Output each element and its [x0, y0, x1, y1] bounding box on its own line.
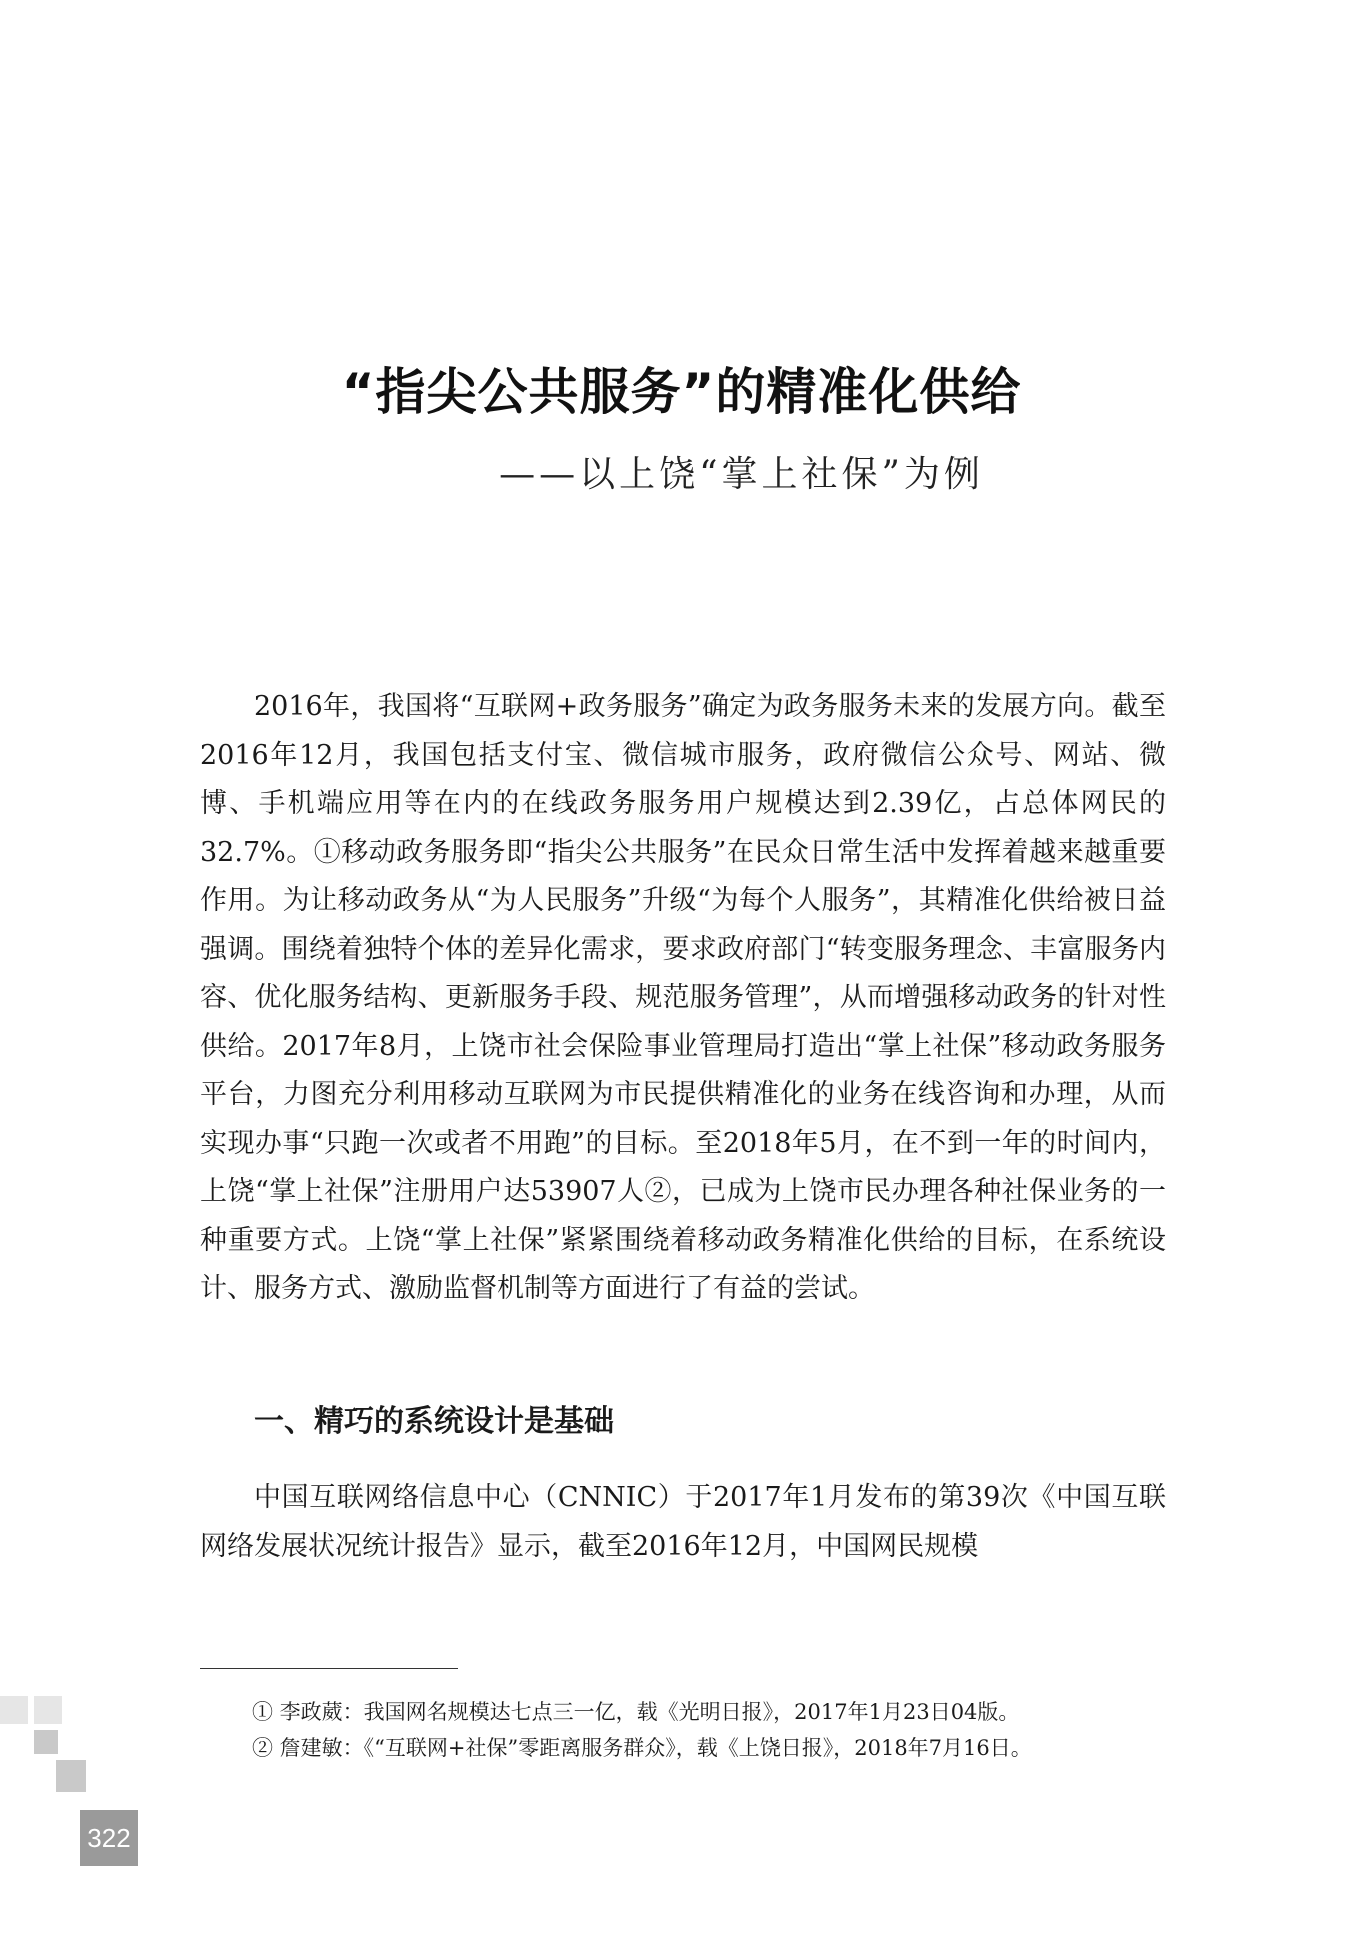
decorative-square [56, 1760, 86, 1792]
article-subtitle: ——以上饶“掌上社保”为例 [499, 454, 984, 495]
decorative-square [0, 1696, 28, 1724]
article-title: “指尖公共服务”的精准化供给 [341, 363, 1022, 421]
body-paragraph-1: 2016年，我国将“互联网+政务服务”确定为政务服务未来的发展方向。截至2016年12月，我国包括支付宝、微信城市服务，政府微信公众号、网站、微博、手机端应用等在内的在线政务服务用户规模达到2.39亿，占总体网民的32.7%。①移动政务服务即“指尖公共服务”在民众日常生活中发挥着越来越重要作用。为让移动政务从“为人民服务”升级“为每个人服务”，其精准化供给被日益强调。围绕着独特个体的差异化需求，要求政府部门“转变服务理念、丰富服务内容、优化服务结构、更新服务手段、规范服务管理”，从而增强移动政务的针对性供给。2017年8月，上饶市社会保险事业管理局打造出“掌上社保”移动政务服务平台，力图充分利用移动互联网为市民提供精准化的业务在线咨询和办理，从而实现办事“只跑一次或者不用跑”的目标。至2018年5月，在不到一年的时间内，上饶“掌上社保”注册用户达53907人②，已成为上饶市民办理各种社保业务的一种重要方式。上饶“掌上社保”紧紧围绕着移动政务精准化供给的目标，在系统设计、服务方式、激励监督机制等方面进行了有益的尝试。 [200, 691, 1166, 1304]
footnote-2: ② 詹建敏：《“互联网+社保”零距离服务群众》，载《上饶日报》，2018年7月16日。 [252, 1736, 1032, 1760]
decorative-square [34, 1696, 62, 1724]
footnote-1: ① 李政葳：我国网名规模达七点三一亿，载《光明日报》，2017年1月23日04版。 [252, 1700, 1020, 1724]
page-number: 322 [80, 1810, 138, 1866]
footnotes [252, 1694, 1172, 1766]
body-paragraph-2: 中国互联网络信息中心（CNNIC）于2017年1月发布的第39次《中国互联网络发展状况统计报告》显示，截至2016年12月，中国网民规模 [200, 1482, 1166, 1562]
decorative-square [34, 1730, 58, 1754]
footnote-divider [200, 1668, 458, 1669]
section-heading: 一、精巧的系统设计是基础 [254, 1404, 614, 1439]
